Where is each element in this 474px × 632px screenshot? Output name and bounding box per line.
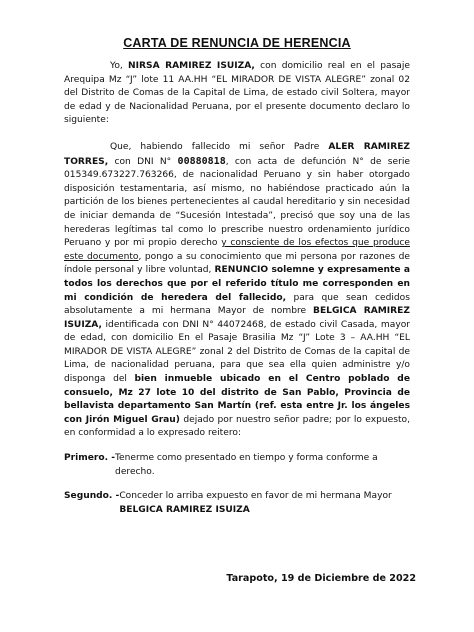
clause-label: Primero. - <box>64 453 116 464</box>
clause-text <box>119 490 410 517</box>
text-run: con DNI N° <box>108 156 178 167</box>
text-run: con domicilio real en el pasaje Arequipa Mz “J” lote 11 AA.HH “EL MIRADOR DE VISTA ALEGRE” zonal 02 del Distrito de Comas de la Capital de Lima, de estado civil Soltera, mayor de edad y de Nacionalidad Peruana, por el presente documento declaro lo siguiente: <box>64 61 411 126</box>
property-description: bien inmueble ubicado en el Centro poblado de consuelo, Mz 27 lote 10 del distrito de San Pablo, Provincia de bellavista departamento San Martín (ref. esta entre Jr. los ángeles con Jirón Miguel Grau) <box>64 374 410 425</box>
text-run: identificada con DNI N° 44072468, de estado civil Casada, mayor de edad, con domicilio En el Pasaje Brasilia Mz “J” Lote 3 – AA.HH “EL MIRADOR DE VISTA ALEGRE” zonal 2 del Distrito de Comas de la capital de Lima, de nacionalidad peruana, para que sea ella quien administre y/o disponga del <box>64 319 410 385</box>
paragraph-renunciation <box>64 141 410 441</box>
text-run: Que, habiendo fallecido mi señor Padre <box>110 141 329 152</box>
document-title: CARTA DE RENUNCIA DE HERENCIA <box>123 36 351 50</box>
renuncio-keyword: RENUNCIO <box>214 265 269 276</box>
text-run: , con acta de defunción N° de serie 015349.673227.763266, de nacionalidad Peruano y sin haber otorgado disposición testamentaria, así mismo, no habiéndose practicado aún la partición de los bienes pertenecientes al caudal hereditario y sin necesidad de iniciar demanda de “Sucesión Intestada”, precisó que soy una de las herederas legítimas tal como lo prescribe nuestro ordenamiento jurídico Peruano y por mi propio derecho <box>64 156 411 249</box>
clause-primero <box>64 452 410 479</box>
text-run: , pongo a su conocimiento que mi persona por razones de índole personal y libre voluntad, <box>64 251 410 276</box>
underlined-clause: y consciente de los efectos que produce este documento <box>64 238 410 262</box>
sister-name: BELGICA RAMIREZ ISUIZA, <box>64 306 410 330</box>
father-dni: 00880818 <box>177 155 226 167</box>
clauses <box>64 452 410 517</box>
clause-label: Segundo. - <box>64 491 120 502</box>
text-run: Yo, <box>110 61 129 71</box>
clause-segundo <box>64 490 410 517</box>
text-run: dejado por nuestro señor padre; por lo expuesto, en conformidad a lo expresado reitero: <box>64 414 410 439</box>
place-date: Tarapoto, 19 de Diciembre de 2022 <box>226 573 416 584</box>
father-name: ALER RAMIREZ TORRES, <box>64 141 410 167</box>
declarant-name: NIRSA RAMIREZ ISUIZA, <box>128 61 255 71</box>
clause-text-run: Conceder lo arriba expuesto en favor de mi hermana Mayor <box>119 491 392 502</box>
paragraph-declarant <box>64 60 410 128</box>
text-run: para que sean cedidos absolutamente a mi hermana Mayor de nombre <box>64 292 410 317</box>
clause-text: Tenerme como presentado en tiempo y forma conforme a derecho. <box>115 453 378 477</box>
sister-name-closing: BELGICA RAMIREZ ISUIZA <box>119 504 250 515</box>
renunciation-statement: solemne y expresamente a todos los derechos que por el referido título me corresponden en mi condición de heredera del fallecido, <box>64 265 410 303</box>
